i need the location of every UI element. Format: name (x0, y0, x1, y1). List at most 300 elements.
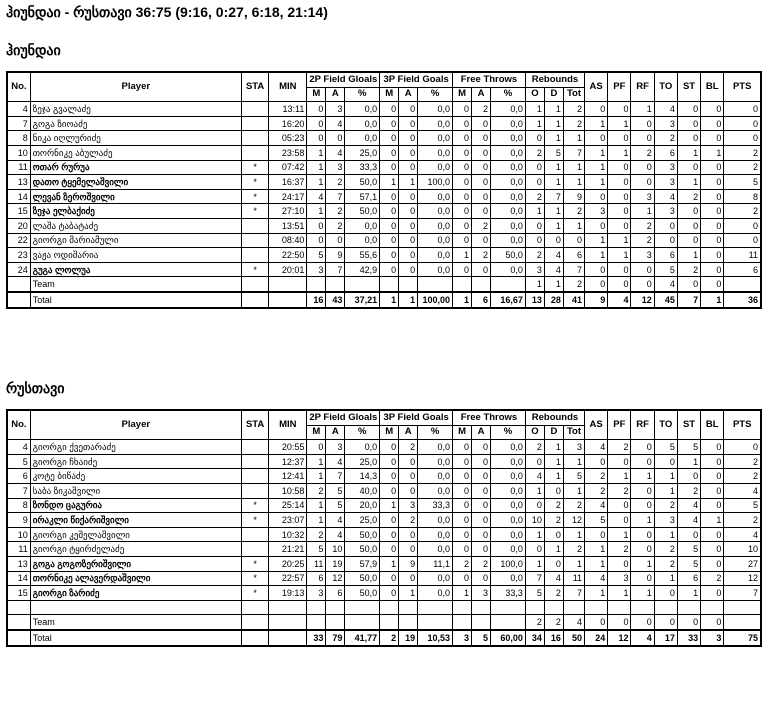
stat-bl: 1 (701, 145, 724, 160)
stat-p2m: 5 (307, 542, 326, 557)
col-subheader-a: A (326, 425, 345, 440)
stat-p2p: 0,0 (345, 233, 380, 248)
empty-cell (241, 277, 268, 292)
stat-pf: 2 (608, 542, 631, 557)
stat-ftm: 0 (453, 233, 472, 248)
player-name: გიორგი ზარიძე (30, 586, 241, 601)
total-pf: 12 (608, 630, 631, 646)
stat-ftp: 0,0 (491, 542, 526, 557)
minutes: 20:01 (269, 262, 307, 277)
stat-ro: 3 (525, 262, 544, 277)
stat-p2m: 1 (307, 469, 326, 484)
col-header-rebounds: Rebounds (525, 72, 584, 87)
total-p2m: 33 (307, 630, 326, 646)
stat-p2a: 3 (326, 102, 345, 117)
stat-p2p: 57,1 (345, 189, 380, 204)
stat-ftp: 0,0 (491, 116, 526, 131)
stat-pts: 0 (724, 440, 761, 455)
stat-p2p: 20,0 (345, 498, 380, 513)
stat-fta: 0 (472, 204, 491, 219)
stat-p3p: 0,0 (418, 542, 453, 557)
player-row (7, 513, 761, 528)
team-stat-rt: 4 (563, 615, 584, 630)
col-header-rebounds: Rebounds (525, 410, 584, 425)
col-subheader-pct: % (345, 87, 380, 102)
stat-p2p: 50,0 (345, 542, 380, 557)
col-subheader-o: O (525, 87, 544, 102)
stat-rd: 4 (544, 571, 563, 586)
minutes: 12:41 (269, 469, 307, 484)
stat-bl: 0 (701, 218, 724, 233)
stat-ftm: 1 (453, 248, 472, 263)
stat-ftp: 0,0 (491, 469, 526, 484)
total-to: 45 (654, 292, 677, 308)
stat-as: 1 (585, 233, 608, 248)
col-subheader-d: D (544, 425, 563, 440)
stat-to: 0 (654, 218, 677, 233)
stat-ro: 1 (525, 556, 544, 571)
col-subheader-a: A (399, 87, 418, 102)
stat-p2a: 2 (326, 218, 345, 233)
stat-p3a: 0 (399, 131, 418, 146)
stat-rd: 0 (544, 483, 563, 498)
empty-cell (724, 615, 761, 630)
player-row (7, 116, 761, 131)
starter-mark: * (241, 586, 268, 601)
stat-p3a: 0 (399, 262, 418, 277)
col-header-2p-field-goals: 2P Field Gloals (307, 72, 380, 87)
player-number: 10 (7, 145, 30, 160)
stat-p2a: 5 (326, 498, 345, 513)
stat-bl: 0 (701, 131, 724, 146)
player-number: 15 (7, 586, 30, 601)
stat-fta: 0 (472, 440, 491, 455)
stat-p3m: 0 (380, 440, 399, 455)
stat-rd: 0 (544, 556, 563, 571)
stat-rd: 2 (544, 586, 563, 601)
stat-to: 6 (654, 248, 677, 263)
stat-as: 1 (585, 248, 608, 263)
player-name (30, 600, 241, 615)
team-stat-rf: 0 (631, 277, 654, 292)
stat-p3m: 0 (380, 542, 399, 557)
stat-st: 2 (677, 189, 700, 204)
player-number: 7 (7, 116, 30, 131)
stat-pts: 2 (724, 513, 761, 528)
player-row (7, 131, 761, 146)
player-number: 6 (7, 469, 30, 484)
stat-to: 0 (654, 454, 677, 469)
col-header-st: ST (677, 72, 700, 102)
team-stat-st: 0 (677, 615, 700, 630)
stat-p3a: 0 (399, 542, 418, 557)
empty-cell (345, 615, 380, 630)
player-name: ლევან ზეროშვილი (30, 189, 241, 204)
box-score-table-1 (6, 71, 762, 309)
stat-p2m: 6 (307, 571, 326, 586)
col-subheader-m: M (307, 87, 326, 102)
stat-ftp: 0,0 (491, 233, 526, 248)
stat-p3p: 0,0 (418, 586, 453, 601)
col-header-free-throws: Free Throws (453, 410, 526, 425)
stat-p2m: 3 (307, 586, 326, 601)
total-as: 24 (585, 630, 608, 646)
stat-rf: 1 (631, 204, 654, 219)
player-row (7, 600, 761, 615)
team-name-1: ჰიუნდაი (6, 42, 61, 58)
col-subheader-a: A (326, 87, 345, 102)
stat-p2m: 0 (307, 116, 326, 131)
player-number: 8 (7, 131, 30, 146)
minutes: 08:40 (269, 233, 307, 248)
stat-pf: 0 (608, 102, 631, 117)
stat-ftp: 0,0 (491, 160, 526, 175)
stat-p2p: 50,0 (345, 527, 380, 542)
stat-rf: 3 (631, 248, 654, 263)
team-stat-pf: 0 (608, 277, 631, 292)
stat-ro: 4 (525, 469, 544, 484)
player-row (7, 483, 761, 498)
stat-p2a: 0 (326, 233, 345, 248)
stat-p3m: 0 (380, 483, 399, 498)
stat-p3a: 0 (399, 527, 418, 542)
stat-ro: 2 (525, 248, 544, 263)
team-stat-ro: 1 (525, 277, 544, 292)
stat-pf: 0 (608, 160, 631, 175)
stat-p3p: 11,1 (418, 556, 453, 571)
player-number: 7 (7, 483, 30, 498)
stat-p3a: 0 (399, 204, 418, 219)
stat-ro: 0 (525, 160, 544, 175)
player-name: ვაჟა ოდიშარია (30, 248, 241, 263)
player-row (7, 262, 761, 277)
stat-p2a: 7 (326, 262, 345, 277)
stat-p3a: 0 (399, 145, 418, 160)
stat-rf: 0 (631, 440, 654, 455)
col-header-as: AS (585, 72, 608, 102)
starter-mark: * (241, 498, 268, 513)
player-number: 11 (7, 542, 30, 557)
stat-fta: 2 (472, 556, 491, 571)
stat-pts: 2 (724, 160, 761, 175)
stat-fta: 0 (472, 233, 491, 248)
player-row (7, 469, 761, 484)
col-header-to: TO (654, 410, 677, 440)
stat-ftp: 0,0 (491, 262, 526, 277)
stat-rf: 0 (631, 175, 654, 190)
stat-ftm: 0 (453, 160, 472, 175)
stat-pf: 0 (608, 204, 631, 219)
stat-p2m: 4 (307, 189, 326, 204)
stat-p3p: 100,0 (418, 175, 453, 190)
total-ro: 34 (525, 630, 544, 646)
minutes: 12:37 (269, 454, 307, 469)
stat-p3p: 0,0 (418, 440, 453, 455)
stat-fta: 0 (472, 175, 491, 190)
stat-p2a: 4 (326, 116, 345, 131)
stat-p2p: 57,9 (345, 556, 380, 571)
stat-rd: 0 (544, 233, 563, 248)
player-row (7, 102, 761, 117)
player-row (7, 556, 761, 571)
total-st: 33 (677, 630, 700, 646)
stat-p3p: 0,0 (418, 116, 453, 131)
total-label: Total (30, 292, 241, 308)
col-subheader-a: A (399, 425, 418, 440)
col-subheader-pct: % (345, 425, 380, 440)
stat-p3a: 2 (399, 513, 418, 528)
stat-p2a: 9 (326, 248, 345, 263)
empty-cell (269, 630, 307, 646)
stat-ro: 0 (525, 542, 544, 557)
total-p3m: 2 (380, 630, 399, 646)
team-stat-bl: 0 (701, 615, 724, 630)
stat-p2m: 1 (307, 454, 326, 469)
minutes: 22:50 (269, 248, 307, 263)
stat-p3a: 0 (399, 571, 418, 586)
empty-cell (326, 615, 345, 630)
stat-to: 3 (654, 204, 677, 219)
stat-rf: 0 (631, 160, 654, 175)
stat-p3p: 0,0 (418, 189, 453, 204)
col-subheader-pct: % (491, 425, 526, 440)
starter-mark: * (241, 513, 268, 528)
col-subheader-m: M (453, 425, 472, 440)
stat-fta: 0 (472, 483, 491, 498)
stat-rd: 2 (544, 513, 563, 528)
stat-rd: 0 (544, 527, 563, 542)
stat-fta: 2 (472, 218, 491, 233)
col-header-pf: PF (608, 72, 631, 102)
total-label: Total (30, 630, 241, 646)
stat-pts: 0 (724, 102, 761, 117)
col-header-no: No. (7, 72, 30, 102)
stat-p3m: 0 (380, 160, 399, 175)
player-row (7, 175, 761, 190)
stat-p2a: 4 (326, 145, 345, 160)
minutes: 20:25 (269, 556, 307, 571)
col-subheader-tot: Tot (563, 425, 584, 440)
player-name: დათო ტყემელაშვილი (30, 175, 241, 190)
minutes: 27:10 (269, 204, 307, 219)
stat-p2a: 19 (326, 556, 345, 571)
stat-p2p: 0,0 (345, 218, 380, 233)
stat-rf: 1 (631, 556, 654, 571)
stat-p3m: 1 (380, 556, 399, 571)
stat-rf: 0 (631, 262, 654, 277)
stat-ro: 2 (525, 189, 544, 204)
stat-ftm: 0 (453, 116, 472, 131)
stat-bl: 0 (701, 542, 724, 557)
team-stat-rd: 2 (544, 615, 563, 630)
stat-rt: 2 (563, 204, 584, 219)
stat-rd: 1 (544, 454, 563, 469)
total-p2m: 16 (307, 292, 326, 308)
col-subheader-a: A (472, 425, 491, 440)
empty-cell (269, 292, 307, 308)
stat-rf: 2 (631, 145, 654, 160)
stat-pts: 8 (724, 189, 761, 204)
team-stat-to: 4 (654, 277, 677, 292)
stat-ro: 7 (525, 571, 544, 586)
col-subheader-a: A (472, 87, 491, 102)
stat-as: 0 (585, 131, 608, 146)
stat-p3a: 0 (399, 483, 418, 498)
player-row (7, 248, 761, 263)
stat-rf: 2 (631, 218, 654, 233)
empty-cell (453, 277, 472, 292)
minutes: 05:23 (269, 131, 307, 146)
team-row-label: Team (30, 277, 241, 292)
stat-p3p: 0,0 (418, 527, 453, 542)
minutes: 16:37 (269, 175, 307, 190)
stat-pf: 0 (608, 513, 631, 528)
minutes: 13:51 (269, 218, 307, 233)
stat-bl: 0 (701, 498, 724, 513)
stat-p3a: 0 (399, 189, 418, 204)
stat-fta: 0 (472, 542, 491, 557)
stat-fta: 0 (472, 145, 491, 160)
col-subheader-tot: Tot (563, 87, 584, 102)
stat-to: 0 (654, 586, 677, 601)
stat-ftp: 0,0 (491, 483, 526, 498)
starter-mark: * (241, 571, 268, 586)
stat-pts (724, 600, 761, 615)
total-p3a: 19 (399, 630, 418, 646)
col-header-min: MIN (269, 72, 307, 102)
stat-p2p: 0,0 (345, 116, 380, 131)
stat-bl: 0 (701, 233, 724, 248)
stat-pf: 0 (608, 218, 631, 233)
player-name: ოთარ რურუა (30, 160, 241, 175)
stat-to: 2 (654, 131, 677, 146)
player-name: გიორგი ჩხაიძე (30, 454, 241, 469)
stat-bl (701, 600, 724, 615)
col-subheader-m: M (453, 87, 472, 102)
stat-pf: 2 (608, 440, 631, 455)
stat-rf: 0 (631, 542, 654, 557)
empty-cell (472, 615, 491, 630)
minutes: 10:58 (269, 483, 307, 498)
stat-p3m: 0 (380, 145, 399, 160)
stat-ro: 2 (525, 145, 544, 160)
stat-st: 1 (677, 175, 700, 190)
team-stat-ro: 2 (525, 615, 544, 630)
stat-ftp: 0,0 (491, 175, 526, 190)
stat-ro (525, 600, 544, 615)
stat-ftp: 0,0 (491, 102, 526, 117)
col-header-player: Player (30, 72, 241, 102)
stat-pf: 1 (608, 469, 631, 484)
stat-p3a: 3 (399, 498, 418, 513)
total-p3p: 10,53 (418, 630, 453, 646)
total-ro: 13 (525, 292, 544, 308)
empty-cell (380, 277, 399, 292)
col-header-3p-field-goals: 3P Field Goals (380, 410, 453, 425)
empty-cell (241, 615, 268, 630)
empty-cell (491, 277, 526, 292)
col-header-3p-field-goals: 3P Field Goals (380, 72, 453, 87)
stat-p3m: 1 (380, 498, 399, 513)
col-subheader-o: O (525, 425, 544, 440)
player-number: 13 (7, 556, 30, 571)
stat-as: 3 (585, 204, 608, 219)
stat-bl: 0 (701, 483, 724, 498)
stat-bl: 0 (701, 116, 724, 131)
stat-pf: 1 (608, 527, 631, 542)
player-name: გოგა ზიოაძე (30, 116, 241, 131)
starter-mark (241, 218, 268, 233)
team-name-2: რუსთავი (6, 380, 65, 396)
empty-cell (7, 277, 30, 292)
stat-p3p: 0,0 (418, 160, 453, 175)
stat-p3m: 1 (380, 175, 399, 190)
minutes: 23:07 (269, 513, 307, 528)
stat-ftm: 0 (453, 262, 472, 277)
col-header-st: ST (677, 410, 700, 440)
stat-as: 4 (585, 571, 608, 586)
stat-ftp: 0,0 (491, 571, 526, 586)
stat-ftm: 0 (453, 145, 472, 160)
stat-fta (472, 600, 491, 615)
stat-ftp: 0,0 (491, 189, 526, 204)
stat-ro: 1 (525, 527, 544, 542)
total-fta: 6 (472, 292, 491, 308)
stat-p2a: 7 (326, 469, 345, 484)
stat-pts: 2 (724, 469, 761, 484)
stat-rd: 2 (544, 498, 563, 513)
player-number: 9 (7, 513, 30, 528)
stat-st: 4 (677, 513, 700, 528)
stat-to: 3 (654, 160, 677, 175)
total-ftm: 3 (453, 630, 472, 646)
stat-p3m: 0 (380, 218, 399, 233)
stat-rf: 2 (631, 233, 654, 248)
stat-to: 0 (654, 233, 677, 248)
stat-ftp: 0,0 (491, 218, 526, 233)
total-ftp: 60,00 (491, 630, 526, 646)
player-row (7, 527, 761, 542)
stat-fta: 0 (472, 469, 491, 484)
stat-ftm: 0 (453, 571, 472, 586)
stat-bl: 0 (701, 262, 724, 277)
stat-p2m: 11 (307, 556, 326, 571)
stat-rf: 0 (631, 571, 654, 586)
stat-st: 1 (677, 586, 700, 601)
box-score-table-2 (6, 409, 762, 647)
stat-st: 0 (677, 233, 700, 248)
col-header-rf: RF (631, 410, 654, 440)
stat-p2a: 3 (326, 160, 345, 175)
total-rt: 41 (563, 292, 584, 308)
total-bl: 1 (701, 292, 724, 308)
player-name: ზონდო ცაგურია (30, 498, 241, 513)
stat-as: 1 (585, 556, 608, 571)
stat-p3m: 0 (380, 102, 399, 117)
stat-to: 1 (654, 469, 677, 484)
stat-st (677, 600, 700, 615)
player-row (7, 440, 761, 455)
total-rd: 16 (544, 630, 563, 646)
stat-pf: 1 (608, 248, 631, 263)
stat-p2m: 0 (307, 440, 326, 455)
stat-p2p: 14,3 (345, 469, 380, 484)
stat-as: 1 (585, 145, 608, 160)
stat-p3p: 0,0 (418, 204, 453, 219)
stat-as: 1 (585, 116, 608, 131)
stat-p3p: 0,0 (418, 218, 453, 233)
stat-as: 1 (585, 160, 608, 175)
